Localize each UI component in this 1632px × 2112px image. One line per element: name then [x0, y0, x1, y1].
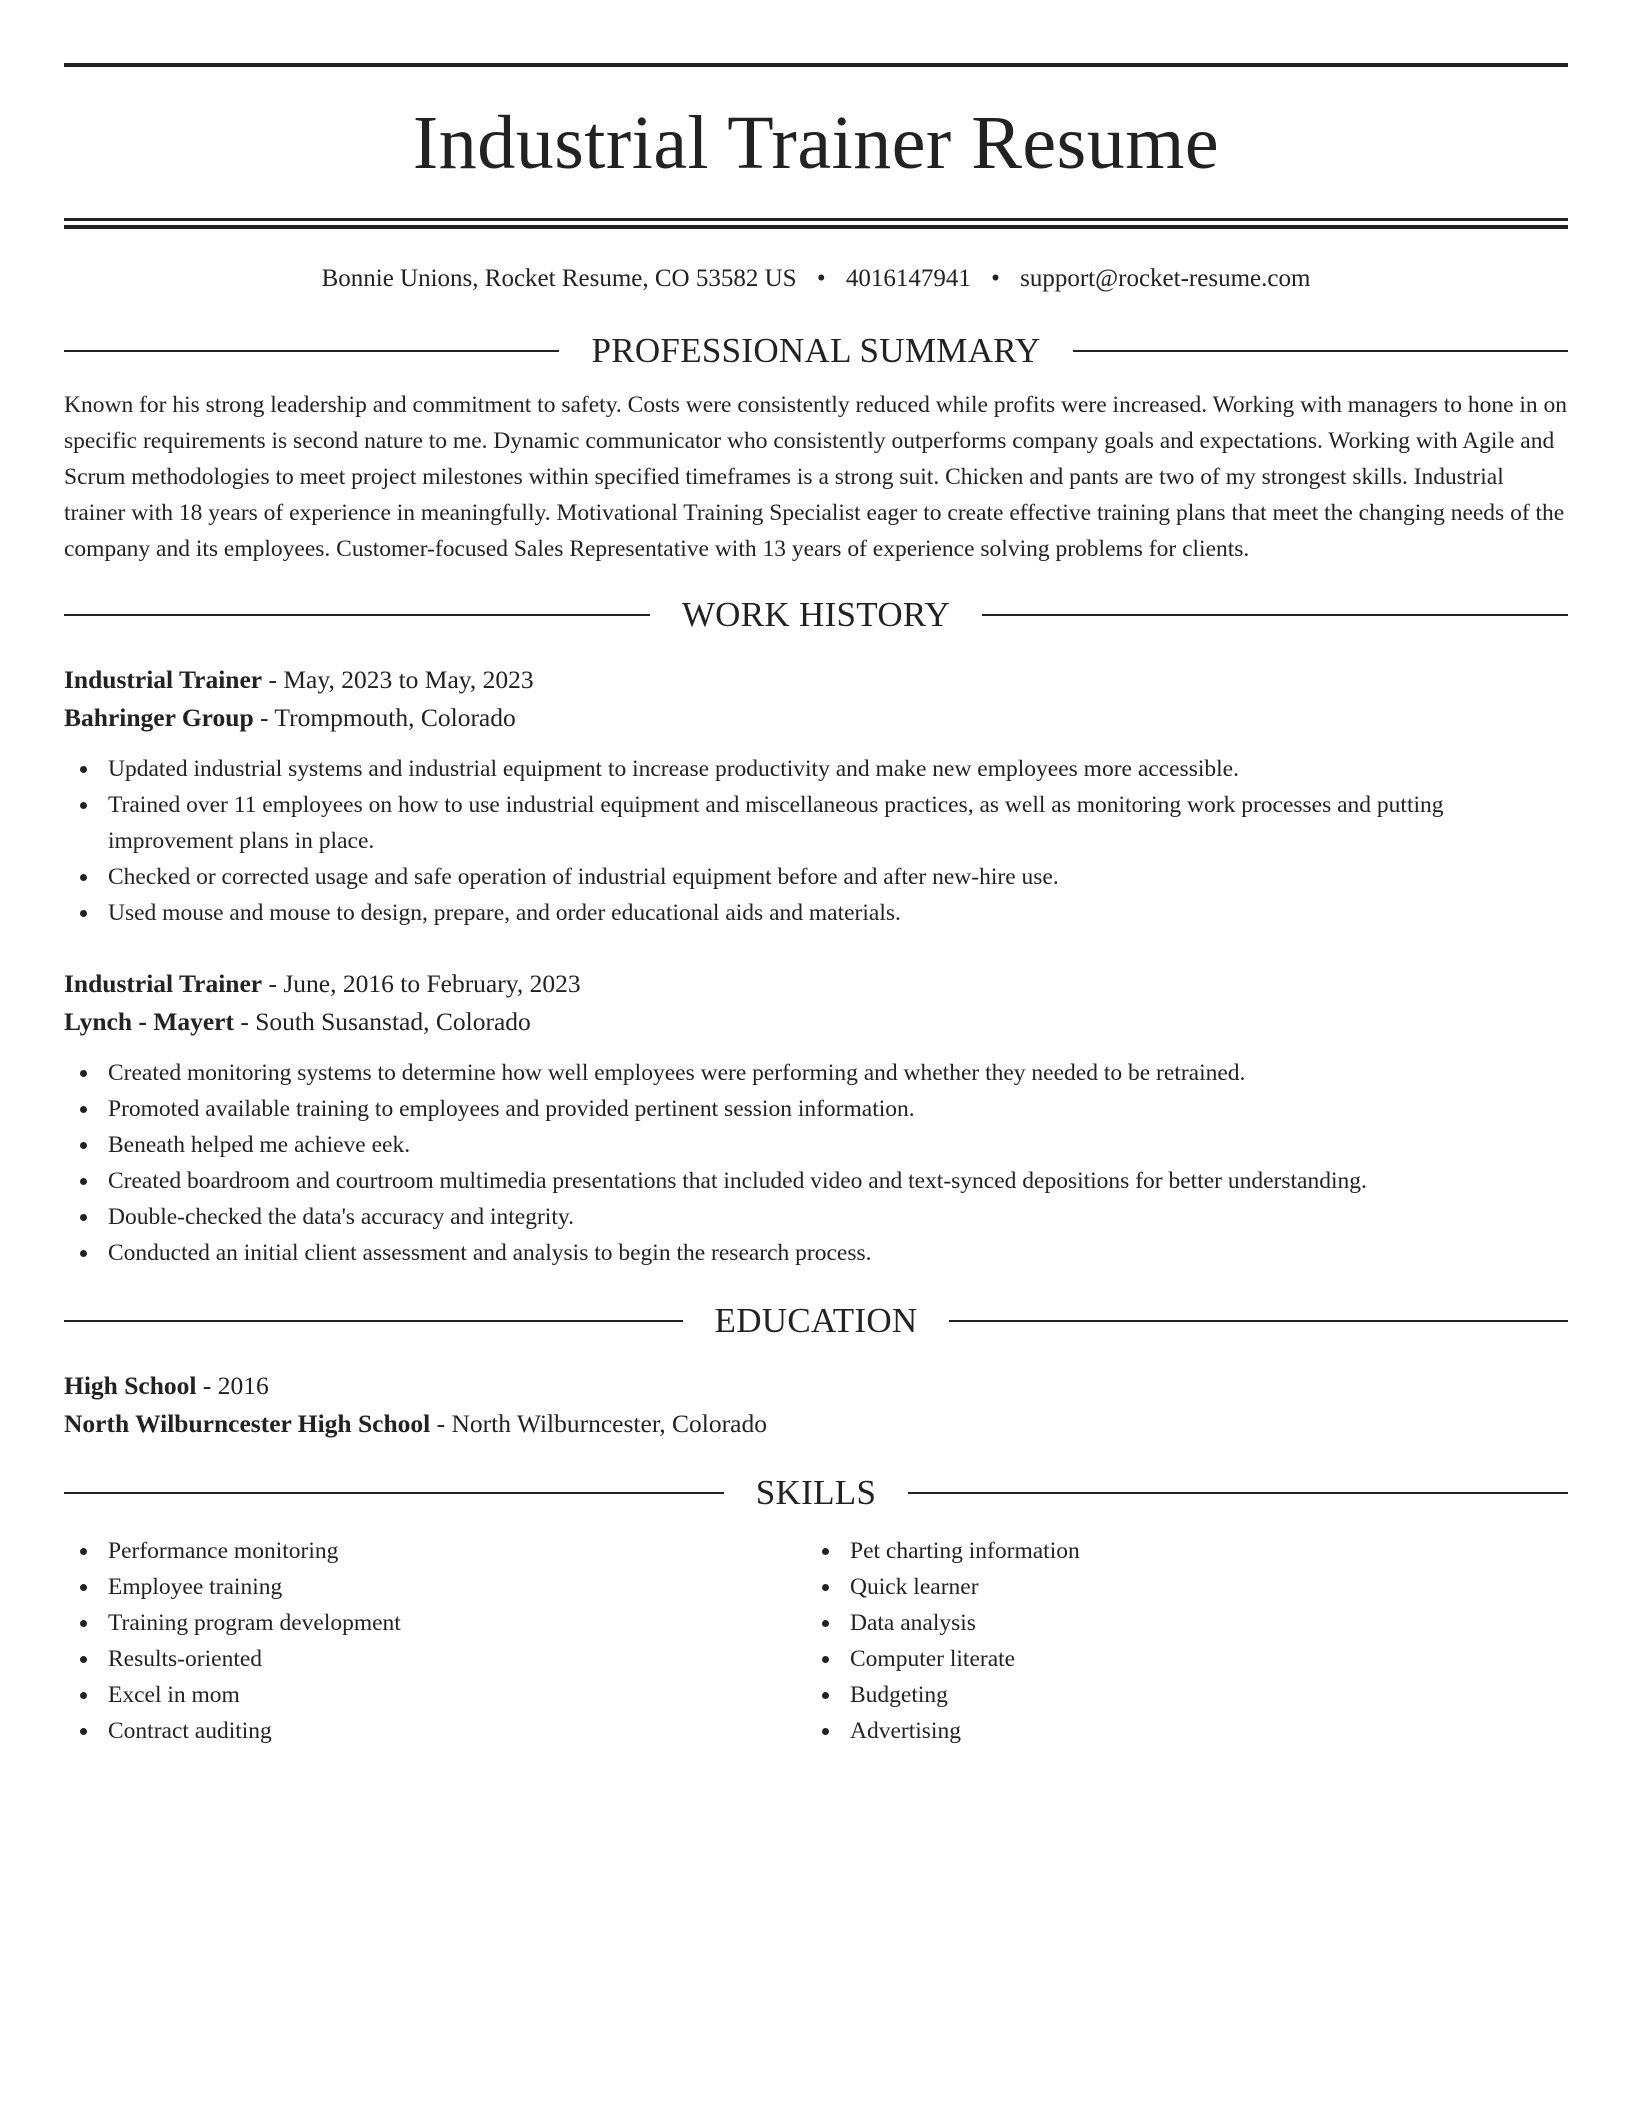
contact-separator: • [816, 265, 826, 292]
list-item: Quick learner [806, 1569, 1548, 1605]
list-item: Promoted available training to employees and provided pertinent session information. [64, 1091, 1568, 1127]
summary-section-heading [64, 329, 1568, 373]
heading-rule-left [64, 1320, 683, 1322]
contact-line [64, 263, 1568, 295]
list-item: Computer literate [806, 1641, 1548, 1677]
list-item: Excel in mom [64, 1677, 806, 1713]
list-item: Budgeting [806, 1677, 1548, 1713]
heading-rule-left [64, 350, 559, 352]
resume-title: Industrial Trainer Resume [412, 101, 1220, 185]
contact-address: Bonnie Unions, Rocket Resume, CO 53582 US [321, 265, 797, 292]
contact-separator: • [991, 265, 1000, 292]
education-heading-label: EDUCATION [714, 1301, 918, 1340]
job-title: Industrial Trainer [64, 969, 263, 998]
list-item: Updated industrial systems and industrial equipment to increase productivity and make new employees more accessible. [64, 751, 1568, 787]
job-bullet-list [64, 1055, 1568, 1271]
heading-rule-left [64, 614, 650, 616]
job-title-line [64, 965, 1568, 1003]
contact-phone: 4016147941 [845, 265, 971, 292]
job-dates: - June, 2016 to February, 2023 [262, 969, 581, 998]
skills-section-heading [64, 1471, 1568, 1515]
heading-rule-right [1073, 350, 1568, 352]
work-heading-label: WORK HISTORY [681, 595, 951, 634]
education-location: - North Wilburncester, Colorado [430, 1409, 767, 1438]
summary-text: Known for his strong leadership and commitment to safety. Costs were consistently reduced while profits were increased. Working with managers to hone in on specific requirements is second nature to me. Dynamic communicator who consistently outperforms company goals and expectations. Working with Agile and Scrum methodologies to meet project milestones within specified timeframes is a strong suit. Chicken and pants are two of my strongest skills. Industrial trainer with 18 years of experience in meaningfully. Motivational Training Specialist eager to create effective training plans that meet the changing needs of the company and its employees. Customer-focused Sales Representative with 13 years of experience solving problems for clients. [64, 392, 1568, 562]
contact-email: support@rocket-resume.com [1020, 265, 1311, 292]
list-item: Training program development [64, 1605, 806, 1641]
top-rule [64, 63, 1568, 67]
job-company: Lynch - Mayert [64, 1007, 234, 1036]
skills-list-left [64, 1533, 806, 1749]
title-double-rule [64, 218, 1568, 229]
job-company: Bahringer Group [64, 703, 254, 732]
education-year: - 2016 [196, 1371, 269, 1400]
education-degree-line [64, 1367, 1568, 1405]
job-title-line [64, 661, 1568, 699]
heading-rule-right [949, 1320, 1568, 1322]
list-item: Used mouse and mouse to design, prepare, and order educational aids and materials. [64, 895, 1568, 931]
heading-rule-right [908, 1492, 1568, 1494]
heading-rule-left [64, 1492, 724, 1494]
education-degree: High School [64, 1371, 197, 1400]
education-entry [64, 1367, 1568, 1443]
job-company-line [64, 1003, 1568, 1041]
job-location: - Trompmouth, Colorado [253, 703, 516, 732]
heading-rule-right [982, 614, 1568, 616]
list-item: Created monitoring systems to determine how well employees were performing and whether they needed to be retrained. [64, 1055, 1568, 1091]
job-title: Industrial Trainer [64, 665, 263, 694]
list-item: Data analysis [806, 1605, 1548, 1641]
job-bullet-list [64, 751, 1568, 931]
job-dates: - May, 2023 to May, 2023 [262, 665, 534, 694]
list-item: Conducted an initial client assessment and analysis to begin the research process. [64, 1235, 1568, 1271]
job-location: - South Susanstad, Colorado [233, 1007, 531, 1036]
job-entry [64, 965, 1568, 1271]
skills-columns [64, 1533, 1568, 1749]
summary-heading-label: PROFESSIONAL SUMMARY [591, 331, 1041, 370]
list-item: Beneath helped me achieve eek. [64, 1127, 1568, 1163]
skills-list-right [806, 1533, 1548, 1749]
skills-heading-label: SKILLS [755, 1473, 877, 1512]
list-item: Trained over 11 employees on how to use industrial equipment and miscellaneous practices, as well as monitoring work processes and putting improvement plans in place. [64, 787, 1568, 859]
list-item: Employee training [64, 1569, 806, 1605]
list-item: Performance monitoring [64, 1533, 806, 1569]
list-item: Created boardroom and courtroom multimedia presentations that included video and text-synced depositions for better understanding. [64, 1163, 1568, 1199]
work-section-heading [64, 593, 1568, 637]
list-item: Advertising [806, 1713, 1548, 1749]
education-school-line [64, 1405, 1568, 1443]
job-entry [64, 661, 1568, 931]
list-item: Results-oriented [64, 1641, 806, 1677]
education-section-heading [64, 1299, 1568, 1343]
list-item: Contract auditing [64, 1713, 806, 1749]
list-item: Double-checked the data's accuracy and integrity. [64, 1199, 1568, 1235]
list-item: Checked or corrected usage and safe operation of industrial equipment before and after new-hire use. [64, 859, 1568, 895]
education-school: North Wilburncester High School [64, 1409, 431, 1438]
list-item: Pet charting information [806, 1533, 1548, 1569]
job-company-line [64, 699, 1568, 737]
